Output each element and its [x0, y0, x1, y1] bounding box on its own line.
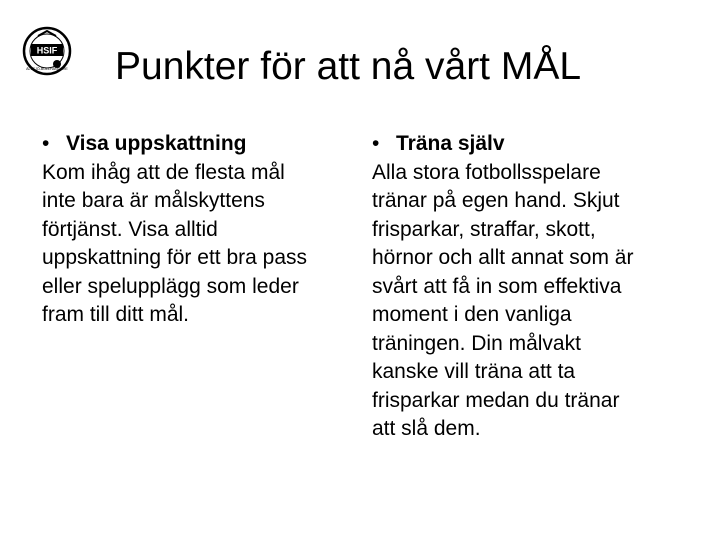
right-body-line: att slå dem. [372, 417, 481, 440]
right-bullet-heading [372, 130, 692, 159]
club-crest-icon [22, 26, 72, 76]
bullet-icon: • [42, 132, 50, 155]
left-body-line: inte bara är målskyttens [42, 189, 265, 212]
right-body-line: svårt att få in som effektiva [372, 274, 622, 298]
right-body-text [372, 159, 692, 444]
right-body-line: frisparkar, straffar, skott, [372, 217, 596, 241]
logo-text-bottom: ÄLVSJÖ-BOLLHÄNGARE [26, 67, 68, 71]
left-body-line: fram till ditt mål. [42, 303, 190, 326]
left-body-line: eller spelupplägg som leder [42, 274, 299, 298]
slide-title: Punkter för att nå vårt MÅL [115, 45, 582, 88]
bullet-icon: • [372, 132, 380, 155]
left-bullet-heading [42, 130, 362, 159]
left-body-line: uppskattning för ett bra pass [42, 246, 307, 269]
right-body-line: tränar på egen hand. Skjut [372, 189, 620, 212]
right-body-line: frisparkar medan du tränar [372, 388, 620, 412]
right-body-line: kanske vill träna att ta [372, 360, 576, 383]
right-body-line: moment i den vanliga [372, 303, 572, 326]
right-body-line: Alla stora fotbollsspelare [372, 160, 601, 184]
left-body-line: förtjänst. Visa alltid [42, 217, 218, 241]
left-body-line: Kom ihåg att de flesta mål [42, 160, 285, 184]
right-column [372, 130, 692, 444]
right-body-line: hörnor och allt annat som är [372, 246, 634, 269]
left-body-text [42, 159, 362, 330]
right-body-line: träningen. Din målvakt [372, 331, 581, 355]
left-heading-text: Visa uppskattning [66, 132, 247, 155]
logo-text-top: HSIF [36, 45, 58, 56]
right-heading-text: Träna själv [396, 132, 505, 155]
left-column [42, 130, 362, 330]
